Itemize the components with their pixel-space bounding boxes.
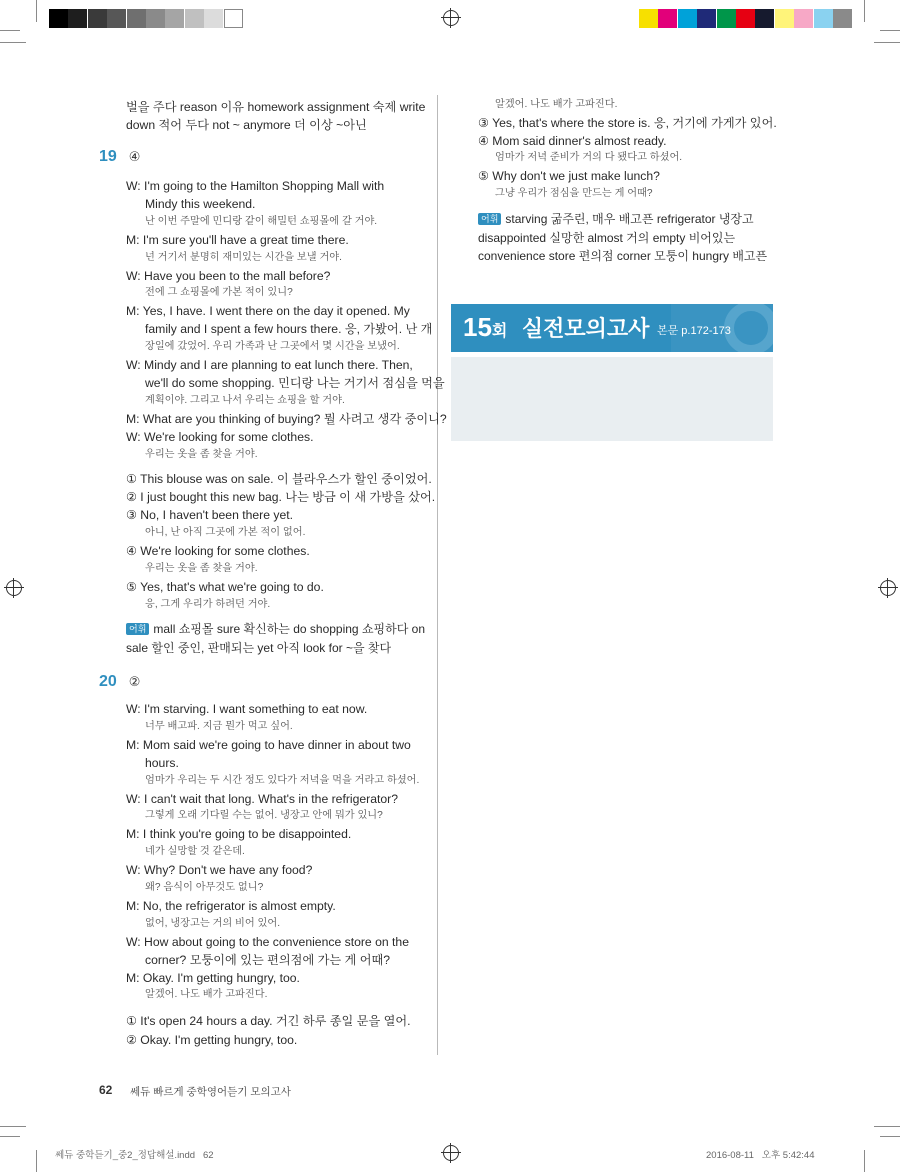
color-swatch xyxy=(697,9,716,28)
answer-choice: ② xyxy=(128,674,141,689)
translation-line: 알겠어. 나도 배가 고파진다. xyxy=(145,989,268,1001)
translation-line: 엄마가 우리는 두 시간 정도 있다가 저녁을 먹을 거라고 하셨어. xyxy=(145,774,420,786)
gray-swatch xyxy=(49,9,68,28)
file-slug: 쎄듀 중학듣기_중2_정답해설.indd 62 xyxy=(55,1150,214,1161)
color-swatch xyxy=(736,9,755,28)
vocab-badge: 어휘 xyxy=(478,213,501,225)
vocab-line: sale 할인 중인, 판매되는 yet 아직 look for ~을 찾다 xyxy=(126,641,392,655)
book-title: 쎄듀 빠르게 중학영어듣기 모의고사 xyxy=(130,1086,291,1098)
translation-line: 우리는 옷을 좀 찾을 거야. xyxy=(145,448,258,460)
translation-line: 아니, 난 아직 그곳에 가본 적이 없어. xyxy=(145,527,306,538)
script-line: ③ Yes, that's where the store is. 응, 거기에 가게가 있어. xyxy=(478,115,777,130)
page-number: 62 xyxy=(99,1083,113,1097)
script-line: W: How about going to the convenience store on the xyxy=(126,934,409,949)
translation-line: 알겠어. 나도 배가 고파진다. xyxy=(495,99,618,110)
script-line: M: I'm sure you'll have a great time there. xyxy=(126,232,349,247)
script-line: ① It's open 24 hours a day. 거긴 하루 종일 문을 열어. xyxy=(126,1014,411,1028)
translation-line: 그렇게 오래 기다릴 수는 없어. 냉장고 안에 뭐가 있니? xyxy=(145,810,383,822)
answer-choice: ④ xyxy=(128,149,141,164)
registration-mark-top xyxy=(443,10,459,26)
script-line: ⑤ Yes, that's what we're going to do. xyxy=(126,580,324,594)
color-swatch xyxy=(775,9,794,28)
script-line: M: I think you're going to be disappointed. xyxy=(126,827,352,842)
script-line: M: No, the refrigerator is almost empty. xyxy=(126,898,336,913)
banner-page-ref: 본문 p.172-173 xyxy=(657,325,731,337)
translation-line: 네가 실망할 것 같은데. xyxy=(145,846,245,858)
translation-line: 엄마가 저녁 준비가 거의 다 됐다고 하셨어. xyxy=(495,152,683,164)
translation-line: 넌 거기서 분명히 재미있는 시간을 보낼 거야. xyxy=(145,251,342,263)
translation-line: 너무 배고파. 지금 뭔가 먹고 싶어. xyxy=(145,720,293,732)
gray-swatch xyxy=(185,9,204,28)
translation-line: 장일에 갔었어. 우리 가족과 난 그곳에서 몇 시간을 보냈어. xyxy=(145,341,400,353)
vocab-line: 어휘 mall 쇼핑몰 sure 확신하는 do shopping 쇼핑하다 on xyxy=(126,620,425,638)
registration-mark-left xyxy=(6,580,22,596)
script-line: W: We're looking for some clothes. xyxy=(126,429,314,444)
banner-hoe: 회 xyxy=(491,323,508,340)
translation-line: 그냥 우리가 점심을 만드는 게 어때? xyxy=(495,188,653,199)
script-line: W: Why? Don't we have any food? xyxy=(126,863,313,878)
color-swatch xyxy=(658,9,677,28)
registration-mark-bottom xyxy=(443,1145,459,1161)
script-line: corner? 모퉁이에 있는 편의점에 가는 게 어때? xyxy=(145,952,391,967)
color-swatch xyxy=(717,9,736,28)
question-number: 20 xyxy=(99,673,117,690)
color-swatch xyxy=(678,9,697,28)
vocab-line: 벌을 주다 reason 이유 homework assignment 숙제 write xyxy=(126,100,426,114)
script-line: W: Have you been to the mall before? xyxy=(126,268,331,283)
gray-swatch xyxy=(127,9,146,28)
question-number: 19 xyxy=(99,148,117,165)
color-swatch xyxy=(814,9,833,28)
script-line: ④ We're looking for some clothes. xyxy=(126,544,310,558)
question-20-header xyxy=(99,673,140,691)
gray-swatch xyxy=(88,9,107,28)
script-line: M: Okay. I'm getting hungry, too. xyxy=(126,970,300,985)
vocab-line: disappointed 실망한 almost 거의 empty 비어있는 xyxy=(478,230,736,245)
script-line: M: Mom said we're going to have dinner in about two xyxy=(126,737,411,752)
color-swatch xyxy=(755,9,774,28)
test-banner xyxy=(451,304,773,352)
color-swatch xyxy=(794,9,813,28)
gray-swatch xyxy=(224,9,243,28)
script-line: family and I spent a few hours there. 응, 가봤어. 난 개 xyxy=(145,322,433,337)
script-line: hours. xyxy=(145,755,179,770)
script-line: W: I'm starving. I want something to eat now. xyxy=(126,702,368,716)
script-line: W: Mindy and I are planning to eat lunch there. Then, xyxy=(126,358,413,372)
banner-title: 실전모의고사 xyxy=(521,316,650,341)
script-line: ③ No, I haven't been there yet. xyxy=(126,508,294,522)
gray-swatch xyxy=(146,9,165,28)
translation-line: 전에 그 쇼핑몰에 가본 적이 있니? xyxy=(145,287,293,299)
registration-mark-right xyxy=(880,580,896,596)
print-timestamp: 2016-08-11 오후 5:42:44 xyxy=(706,1150,815,1161)
gray-swatch xyxy=(165,9,184,28)
vocab-badge: 어휘 xyxy=(126,623,149,635)
color-swatch xyxy=(833,9,852,28)
translation-line: 난 이번 주말에 민디랑 같이 해밀턴 쇼핑몰에 갈 거야. xyxy=(145,215,378,227)
script-line: M: Yes, I have. I went there on the day it opened. My xyxy=(126,304,410,319)
script-line: M: What are you thinking of buying? 뭘 사려고 생각 중이니? xyxy=(126,411,447,426)
translation-line: 계획이야. 그리고 나서 우리는 쇼핑을 할 거야. xyxy=(145,394,345,406)
vocab-line: down 적어 두다 not ~ anymore 더 이상 ~아닌 xyxy=(126,118,367,132)
vocab-line: convenience store 편의점 corner 모퉁이 hungry 배고픈 xyxy=(478,249,768,263)
script-line: we'll do some shopping. 민디랑 나는 거기서 점심을 먹을 xyxy=(145,375,445,390)
script-line: ④ Mom said dinner's almost ready. xyxy=(478,133,667,148)
column-divider xyxy=(437,95,438,1055)
translation-line: 응, 그게 우리가 하려던 거야. xyxy=(145,599,271,610)
script-line: ① This blouse was on sale. 이 블라우스가 할인 중이었어. xyxy=(126,472,432,486)
question-19-header xyxy=(99,148,140,166)
answer-key-grid xyxy=(451,357,773,441)
gray-swatch xyxy=(204,9,223,28)
color-swatch xyxy=(639,9,658,28)
script-line: Mindy this weekend. xyxy=(145,196,256,211)
banner-number: 15 xyxy=(463,312,492,342)
translation-line: 왜? 음식이 아무것도 없니? xyxy=(145,882,264,893)
gray-swatch xyxy=(107,9,126,28)
script-line: ② I just bought this new bag. 나는 방금 이 새 가방을 샀어. xyxy=(126,490,436,504)
script-line: ② Okay. I'm getting hungry, too. xyxy=(126,1032,298,1047)
gray-swatch xyxy=(68,9,87,28)
script-line: W: I'm going to the Hamilton Shopping Mall with xyxy=(126,179,385,193)
script-line: ⑤ Why don't we just make lunch? xyxy=(478,169,660,184)
vocab-line: 어휘 starving 굶주린, 매우 배고픈 refrigerator 냉장고 xyxy=(478,210,754,228)
translation-line: 우리는 옷을 좀 찾을 거야. xyxy=(145,563,258,574)
translation-line: 없어, 냉장고는 거의 비어 있어. xyxy=(145,917,281,929)
script-line: W: I can't wait that long. What's in the refrigerator? xyxy=(126,791,398,806)
